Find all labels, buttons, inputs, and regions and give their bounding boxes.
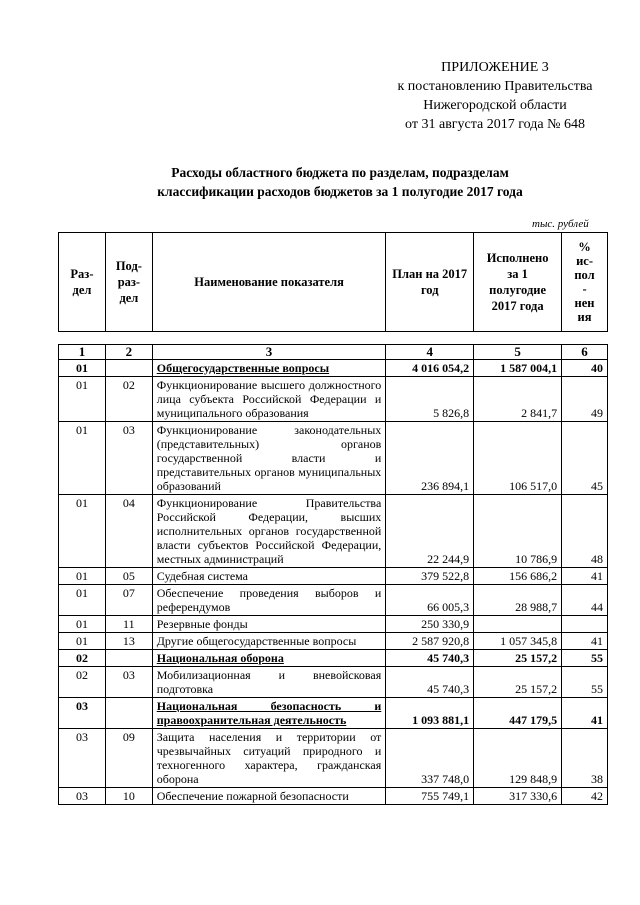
executed-cell: 129 848,9 (474, 729, 562, 788)
title-line-1: Расходы областного бюджета по разделам, подразделам (171, 165, 509, 180)
column-number: 3 (152, 345, 386, 360)
appendix-date: от 31 августа 2017 года № 648 (405, 117, 585, 132)
table-header (58, 232, 608, 332)
podrazdel-cell: 05 (105, 568, 152, 585)
podrazdel-cell: 03 (105, 667, 152, 698)
percent-cell: 44 (562, 585, 608, 616)
executed-cell: 317 330,6 (474, 788, 562, 805)
podrazdel-cell: 09 (105, 729, 152, 788)
percent-cell: 55 (562, 650, 608, 667)
podrazdel-cell (105, 650, 152, 667)
percent-cell: 41 (562, 698, 608, 729)
table-row (59, 495, 608, 568)
percent-cell: 41 (562, 633, 608, 650)
table-row (59, 585, 608, 616)
name-cell: Обеспечение пожарной безопасности (152, 788, 386, 805)
plan-cell: 1 093 881,1 (386, 698, 474, 729)
table-row (59, 616, 608, 633)
razdel-cell: 03 (59, 729, 106, 788)
executed-cell: 1 587 004,1 (474, 360, 562, 377)
header-executed: Исполнено за 1 полугодие 2017 года (474, 233, 562, 332)
column-number: 6 (562, 345, 608, 360)
title-line-2: классификации расходов бюджетов за 1 полугодие 2017 года (157, 184, 523, 199)
razdel-cell: 03 (59, 788, 106, 805)
name-cell: Национальная безопасность и правоохранительная деятельность (152, 698, 386, 729)
table-row (59, 729, 608, 788)
razdel-cell: 01 (59, 360, 106, 377)
executed-cell: 106 517,0 (474, 422, 562, 495)
header-podrazdel: Под- раз- дел (105, 233, 152, 332)
razdel-cell: 01 (59, 495, 106, 568)
plan-cell: 379 522,8 (386, 568, 474, 585)
table-row (59, 377, 608, 422)
table-row (59, 788, 608, 805)
plan-cell: 250 330,9 (386, 616, 474, 633)
executed-cell (474, 616, 562, 633)
units-label: тыс. рублей (532, 218, 589, 230)
name-cell: Функционирование Правительства Российской Федерации, высших исполнительных органов государственной власти субъектов Российской Федерации, местных администраций (152, 495, 386, 568)
razdel-cell: 01 (59, 585, 106, 616)
executed-cell: 10 786,9 (474, 495, 562, 568)
executed-cell: 447 179,5 (474, 698, 562, 729)
plan-cell: 45 740,3 (386, 650, 474, 667)
podrazdel-cell: 07 (105, 585, 152, 616)
name-cell: Функционирование законодательных (представительных) органов государственной власти и представительных органов муниципальных образований (152, 422, 386, 495)
name-cell: Судебная система (152, 568, 386, 585)
podrazdel-cell: 10 (105, 788, 152, 805)
header-percent: % ис- пол - нен ия (562, 233, 608, 332)
executed-cell: 156 686,2 (474, 568, 562, 585)
percent-cell: 40 (562, 360, 608, 377)
percent-cell: 41 (562, 568, 608, 585)
appendix-resolution: к постановлению Правительства (397, 79, 593, 94)
name-cell: Общегосударственные вопросы (152, 360, 386, 377)
appendix-region: Нижегородской области (423, 98, 567, 113)
podrazdel-cell: 04 (105, 495, 152, 568)
plan-cell: 5 826,8 (386, 377, 474, 422)
razdel-cell: 01 (59, 633, 106, 650)
podrazdel-cell (105, 698, 152, 729)
podrazdel-cell: 13 (105, 633, 152, 650)
plan-cell: 66 005,3 (386, 585, 474, 616)
percent-cell: 48 (562, 495, 608, 568)
table-row (59, 633, 608, 650)
name-cell: Мобилизационная и вневойсковая подготовка (152, 667, 386, 698)
name-cell: Национальная оборона (152, 650, 386, 667)
plan-cell: 22 244,9 (386, 495, 474, 568)
plan-cell: 337 748,0 (386, 729, 474, 788)
razdel-cell: 01 (59, 616, 106, 633)
column-number: 1 (59, 345, 106, 360)
executed-cell: 28 988,7 (474, 585, 562, 616)
plan-cell: 4 016 054,2 (386, 360, 474, 377)
executed-cell: 1 057 345,8 (474, 633, 562, 650)
name-cell: Функционирование высшего должностного лица субъекта Российской Федерации и муниципального образования (152, 377, 386, 422)
table-row (59, 568, 608, 585)
podrazdel-cell: 03 (105, 422, 152, 495)
table-row (59, 667, 608, 698)
executed-cell: 25 157,2 (474, 667, 562, 698)
name-cell: Другие общегосударственные вопросы (152, 633, 386, 650)
podrazdel-cell: 11 (105, 616, 152, 633)
expenses-table (58, 344, 608, 805)
plan-cell: 236 894,1 (386, 422, 474, 495)
podrazdel-cell: 02 (105, 377, 152, 422)
plan-cell: 2 587 920,8 (386, 633, 474, 650)
document-title (0, 163, 640, 201)
percent-cell: 42 (562, 788, 608, 805)
column-number: 5 (474, 345, 562, 360)
razdel-cell: 01 (59, 377, 106, 422)
table-row (59, 360, 608, 377)
podrazdel-cell (105, 360, 152, 377)
column-number: 2 (105, 345, 152, 360)
executed-cell: 25 157,2 (474, 650, 562, 667)
column-number: 4 (386, 345, 474, 360)
percent-cell: 45 (562, 422, 608, 495)
razdel-cell: 03 (59, 698, 106, 729)
percent-cell: 38 (562, 729, 608, 788)
plan-cell: 755 749,1 (386, 788, 474, 805)
plan-cell: 45 740,3 (386, 667, 474, 698)
name-cell: Защита населения и территории от чрезвычайных ситуаций природного и техногенного характера, гражданская оборона (152, 729, 386, 788)
table-row (59, 650, 608, 667)
appendix-label: ПРИЛОЖЕНИЕ 3 (441, 60, 549, 75)
column-numbers-row (59, 345, 608, 360)
header-name: Наименование показателя (152, 233, 385, 332)
header-plan: План на 2017 год (386, 233, 474, 332)
razdel-cell: 01 (59, 568, 106, 585)
name-cell: Резервные фонды (152, 616, 386, 633)
percent-cell: 55 (562, 667, 608, 698)
header-razdel: Раз- дел (59, 233, 106, 332)
executed-cell: 2 841,7 (474, 377, 562, 422)
table-row (59, 422, 608, 495)
percent-cell: 49 (562, 377, 608, 422)
table-row (59, 698, 608, 729)
percent-cell (562, 616, 608, 633)
name-cell: Обеспечение проведения выборов и референдумов (152, 585, 386, 616)
razdel-cell: 02 (59, 667, 106, 698)
appendix-block (360, 58, 630, 134)
razdel-cell: 02 (59, 650, 106, 667)
razdel-cell: 01 (59, 422, 106, 495)
